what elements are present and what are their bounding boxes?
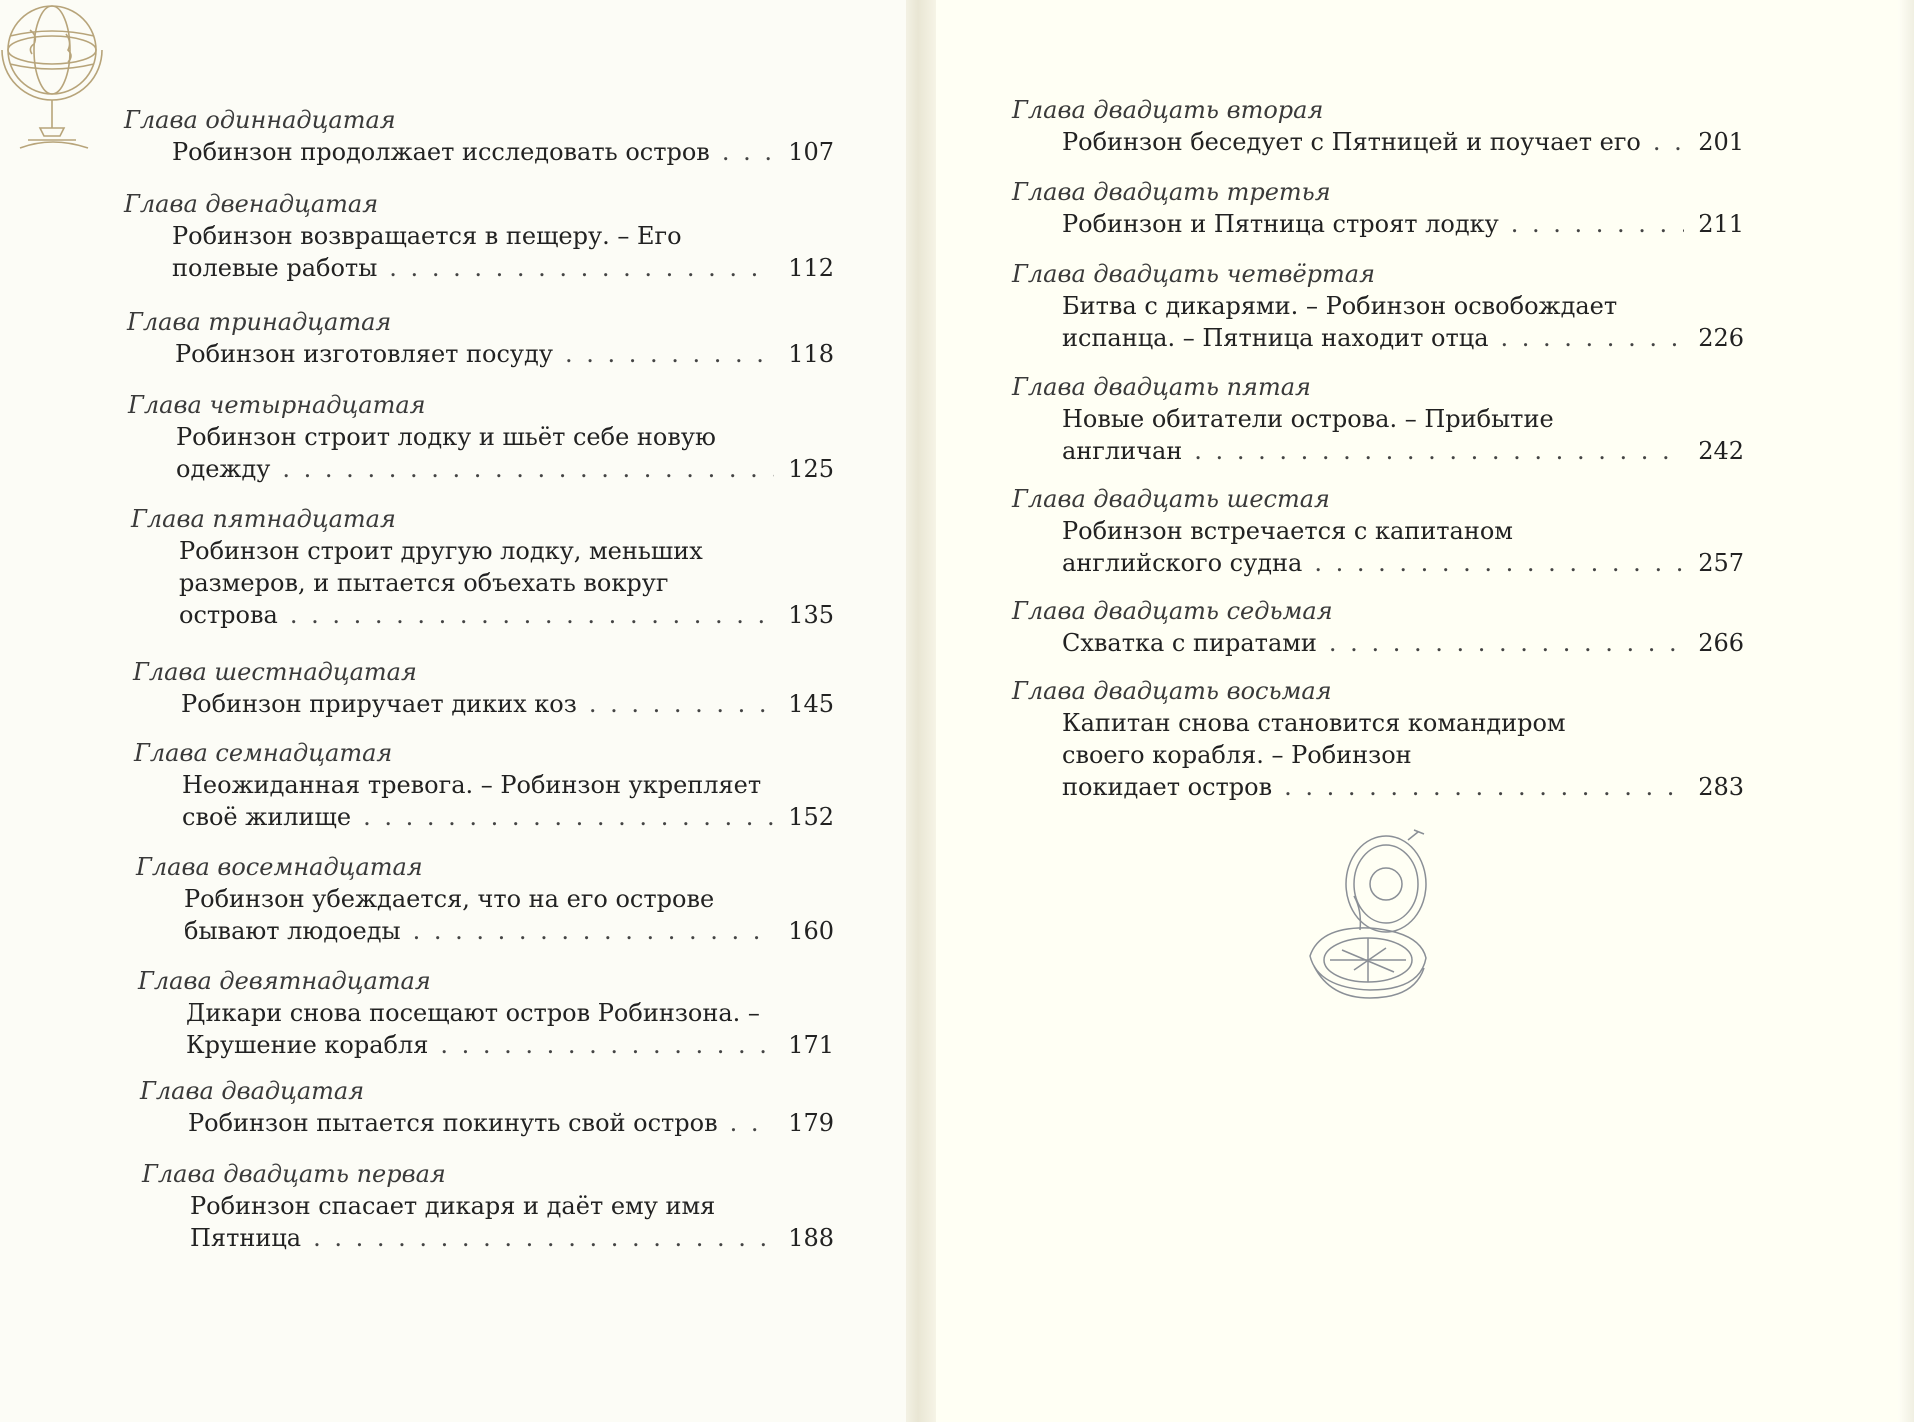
dot-leader (313, 1222, 774, 1254)
chapter-title-text: бывают людоеды (184, 917, 401, 945)
chapter-title-last-line (1062, 322, 1744, 354)
chapter-title-text: Крушение корабля (186, 1031, 429, 1059)
chapter-title-last-line (1062, 208, 1744, 240)
chapter-title-line: Робинзон спасает дикаря и даёт ему имя (190, 1192, 716, 1220)
toc-entry[interactable] (124, 104, 834, 168)
chapter-title (172, 220, 834, 284)
chapter-heading: Глава двадцать седьмая (1012, 597, 1333, 625)
dot-leader (565, 338, 774, 370)
chapter-heading: Глава двадцать четвёртая (1012, 260, 1375, 288)
page-number: 179 (788, 1109, 834, 1137)
chapter-title (1062, 290, 1744, 354)
chapter-title (179, 535, 834, 631)
chapter-title-text: острова (179, 601, 278, 629)
chapter-title-text: английского судна (1062, 549, 1303, 577)
toc-entry[interactable] (128, 389, 834, 485)
chapter-title-last-line (1062, 547, 1744, 579)
chapter-title-line: Робинзон встречается с капитаном (1062, 517, 1513, 545)
chapter-heading: Глава одиннадцатая (124, 106, 396, 134)
chapter-heading: Глава семнадцатая (134, 739, 393, 767)
chapter-title (1062, 208, 1744, 240)
chapter-heading: Глава двадцать пятая (1012, 373, 1311, 401)
chapter-title-text: Робинзон и Пятница строят лодку (1062, 210, 1499, 238)
chapter-heading: Глава двадцать вторая (1012, 96, 1324, 124)
chapter-heading: Глава девятнадцатая (138, 967, 431, 995)
toc-entry[interactable] (140, 1075, 834, 1139)
chapter-title-last-line (1062, 435, 1744, 467)
toc-entry[interactable] (1012, 371, 1744, 467)
chapter-title (181, 688, 834, 720)
chapter-title-line: Дикари снова посещают остров Робинзона. – (186, 999, 760, 1027)
chapter-title (1062, 515, 1744, 579)
dot-leader (440, 1029, 774, 1061)
toc-entry[interactable] (1012, 94, 1744, 158)
page-number: 188 (788, 1224, 834, 1252)
dot-leader (1501, 322, 1685, 354)
chapter-title-last-line (184, 915, 834, 947)
page-number: 112 (788, 254, 834, 282)
chapter-heading: Глава тринадцатая (127, 308, 392, 336)
chapter-title-line: Робинзон возвращается в пещеру. – Его (172, 222, 682, 250)
page-number: 152 (788, 803, 834, 831)
chapter-title (190, 1190, 834, 1254)
chapter-title (1062, 126, 1744, 158)
chapter-title-text: Схватка с пиратами (1062, 629, 1317, 657)
toc-entry[interactable] (138, 965, 834, 1061)
page-number: 171 (788, 1031, 834, 1059)
page-number: 226 (1698, 324, 1744, 352)
chapter-title-text: покидает остров (1062, 773, 1273, 801)
toc-entry[interactable] (1012, 176, 1744, 240)
chapter-title (184, 883, 834, 947)
toc-entry[interactable] (136, 851, 834, 947)
dot-leader (363, 801, 774, 833)
page-number: 266 (1698, 629, 1744, 657)
dot-leader (282, 453, 774, 485)
chapter-title-text: Робинзон беседует с Пятницей и поучает его (1062, 128, 1641, 156)
dot-leader (1284, 771, 1684, 803)
chapter-title-last-line (179, 599, 834, 631)
toc-entry[interactable] (133, 656, 834, 720)
toc-entry[interactable] (1012, 483, 1744, 579)
chapter-title-line: своего корабля. – Робинзон (1062, 741, 1412, 769)
toc-entry[interactable] (124, 188, 834, 284)
chapter-title-text: одежду (176, 455, 271, 483)
toc-entry[interactable] (131, 503, 834, 631)
chapter-heading: Глава четырнадцатая (128, 391, 426, 419)
chapter-title-last-line (190, 1222, 834, 1254)
chapter-title-last-line (176, 453, 834, 485)
page-number: 242 (1698, 437, 1744, 465)
page-number: 201 (1698, 128, 1744, 156)
chapter-title-line: размеров, и пытается объехать вокруг (179, 569, 669, 597)
dot-leader (290, 599, 774, 631)
dot-leader (1194, 435, 1684, 467)
pocket-compass-icon (1290, 826, 1450, 1006)
toc-entry[interactable] (1012, 258, 1744, 354)
chapter-title (1062, 707, 1744, 803)
page-number: 125 (788, 455, 834, 483)
chapter-heading: Глава пятнадцатая (131, 505, 396, 533)
chapter-title-line: Неожиданная тревога. – Робинзон укрепляет (182, 771, 762, 799)
dot-leader (1653, 126, 1684, 158)
chapter-title-last-line (1062, 126, 1744, 158)
chapter-heading: Глава двадцать первая (142, 1160, 446, 1188)
chapter-title-text: Робинзон изготовляет посуду (175, 340, 553, 368)
chapter-title (188, 1107, 834, 1139)
dot-leader (589, 688, 774, 720)
chapter-title-line: Капитан снова становится командиром (1062, 709, 1566, 737)
toc-entry[interactable] (1012, 675, 1744, 803)
chapter-heading: Глава двадцать третья (1012, 178, 1331, 206)
chapter-title (172, 136, 834, 168)
dot-leader (1511, 208, 1684, 240)
chapter-title-last-line (181, 688, 834, 720)
chapter-title-line: Робинзон убеждается, что на его острове (184, 885, 715, 913)
page-number: 145 (788, 690, 834, 718)
chapter-title (175, 338, 834, 370)
chapter-title-last-line (186, 1029, 834, 1061)
chapter-title-text: англичан (1062, 437, 1183, 465)
chapter-title (1062, 403, 1744, 467)
page-number: 283 (1698, 773, 1744, 801)
dot-leader (1314, 547, 1684, 579)
chapter-title-last-line (188, 1107, 834, 1139)
chapter-title (182, 769, 834, 833)
chapter-heading: Глава двадцатая (140, 1077, 365, 1105)
page-number: 257 (1698, 549, 1744, 577)
chapter-heading: Глава восемнадцатая (136, 853, 423, 881)
dot-leader (1329, 627, 1684, 659)
dot-leader (413, 915, 775, 947)
page-number: 160 (788, 917, 834, 945)
page-number: 135 (788, 601, 834, 629)
toc-entry[interactable] (127, 306, 834, 370)
chapter-title-last-line (175, 338, 834, 370)
chapter-title-text: испанца. – Пятница находит отца (1062, 324, 1489, 352)
dot-leader (730, 1107, 775, 1139)
chapter-title-text: полевые работы (172, 254, 378, 282)
toc-entry[interactable] (134, 737, 834, 833)
chapter-heading: Глава двадцать шестая (1012, 485, 1330, 513)
chapter-heading: Глава шестнадцатая (133, 658, 417, 686)
chapter-title-text: Робинзон продолжает исследовать остров (172, 138, 710, 166)
chapter-title-text: Робинзон пытается покинуть свой остров (188, 1109, 718, 1137)
chapter-title (176, 421, 834, 485)
chapter-title (1062, 627, 1744, 659)
chapter-title-text: Робинзон приручает диких коз (181, 690, 577, 718)
chapter-heading: Глава двадцать восьмая (1012, 677, 1332, 705)
chapter-title-line: Робинзон строит другую лодку, меньших (179, 537, 703, 565)
chapter-title-text: Пятница (190, 1224, 302, 1252)
dot-leader (722, 136, 774, 168)
globe-icon (0, 0, 120, 160)
chapter-title-last-line (1062, 771, 1744, 803)
chapter-title-line: Робинзон строит лодку и шьёт себе новую (176, 423, 716, 451)
chapter-title-last-line (172, 252, 834, 284)
chapter-title-last-line (182, 801, 834, 833)
chapter-title-text: своё жилище (182, 803, 352, 831)
page-edge (1898, 0, 1914, 1422)
chapter-title-last-line (1062, 627, 1744, 659)
dot-leader (389, 252, 774, 284)
page-number: 107 (788, 138, 834, 166)
book-gutter (906, 0, 936, 1422)
chapter-title (186, 997, 834, 1061)
toc-entry[interactable] (1012, 595, 1744, 659)
chapter-heading: Глава двенадцатая (124, 190, 379, 218)
page-number: 211 (1698, 210, 1744, 238)
chapter-title-line: Новые обитатели острова. – Прибытие (1062, 405, 1554, 433)
chapter-title-line: Битва с дикарями. – Робинзон освобождает (1062, 292, 1618, 320)
toc-entry[interactable] (142, 1158, 834, 1254)
page-number: 118 (788, 340, 834, 368)
chapter-title-last-line (172, 136, 834, 168)
